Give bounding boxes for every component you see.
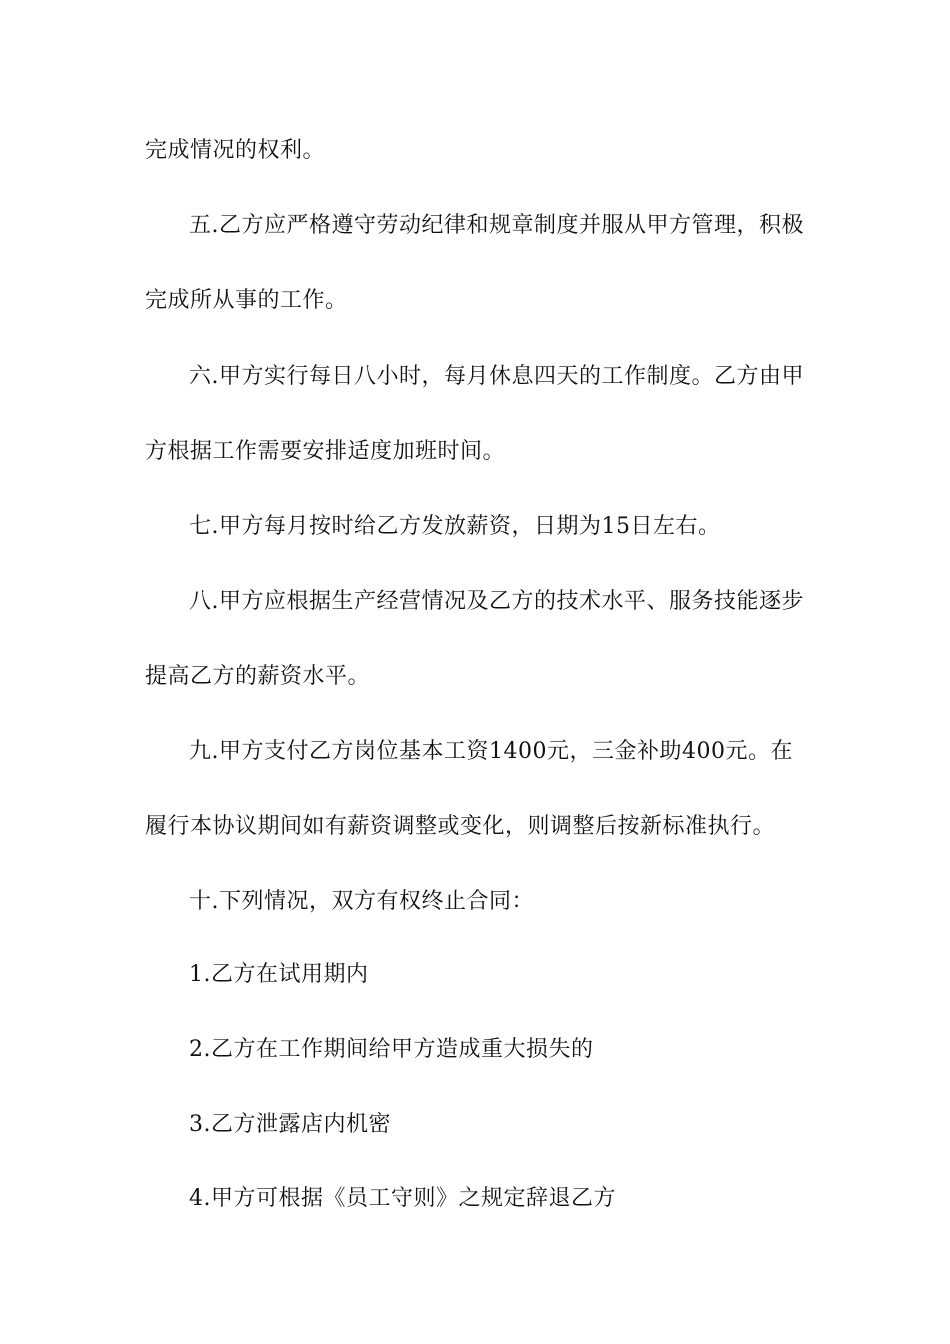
text-line: 完成所从事的工作。: [145, 288, 348, 313]
clause-7: 七.甲方每月按时给乙方发放薪资，日期为15日左右。: [189, 514, 721, 539]
list-item: 2.乙方在工作期间给甲方造成重大损失的: [189, 1037, 594, 1062]
clause-8: 八.甲方应根据生产经营情况及乙方的技术水平、服务技能逐步: [189, 589, 804, 614]
text-line: 方根据工作需要安排适度加班时间。: [145, 439, 506, 464]
clause-5: 五.乙方应严格遵守劳动纪律和规章制度并服从甲方管理，积极: [189, 213, 804, 238]
text-line: 完成情况的权利。: [145, 138, 326, 163]
list-item: 3.乙方泄露店内机密: [189, 1112, 391, 1137]
text-line: 提高乙方的薪资水平。: [145, 664, 371, 689]
list-item: 1.乙方在试用期内: [189, 962, 369, 987]
clause-9: 九.甲方支付乙方岗位基本工资1400元，三金补助400元。在: [189, 739, 793, 764]
text-line: 履行本协议期间如有薪资调整或变化，则调整后按新标准执行。: [145, 814, 776, 839]
list-item: 4.甲方可根据《员工守则》之规定辞退乙方: [189, 1186, 616, 1211]
clause-6: 六.甲方实行每日八小时，每月休息四天的工作制度。乙方由甲: [189, 364, 804, 389]
clause-10: 十.下列情况，双方有权终止合同：: [189, 889, 534, 914]
